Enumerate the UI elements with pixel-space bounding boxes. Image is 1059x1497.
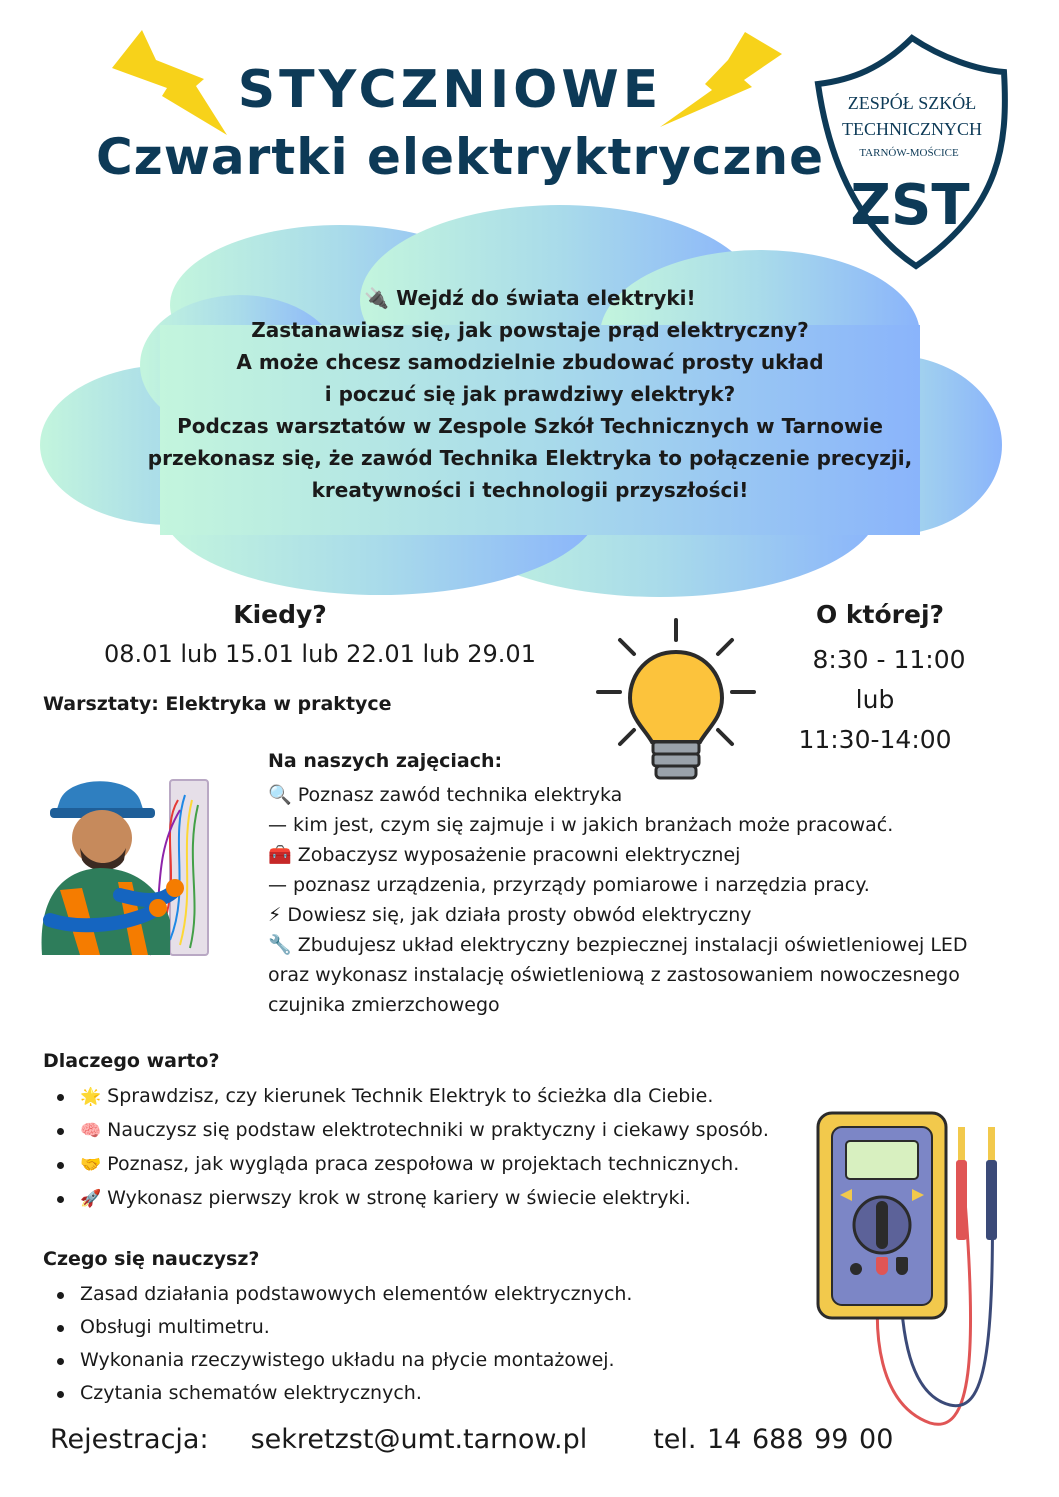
cloud-line: 🔌 Wejdź do świata elektryki! xyxy=(364,286,696,310)
classes-line: 🧰 Zobaczysz wyposażenie pracowni elektrycznej xyxy=(268,844,741,866)
when-heading: Kiedy? xyxy=(233,600,327,629)
list-item xyxy=(55,1148,835,1182)
time-slots xyxy=(780,640,980,760)
cloud-text xyxy=(120,282,940,506)
electrician-illustration xyxy=(20,770,210,960)
cloud-line: kreatywności i technologii przyszłości! xyxy=(311,478,749,502)
list-item: Wykonania rzeczywistego układu na płycie montażowej. xyxy=(55,1344,835,1377)
brain-icon: 🧠 xyxy=(80,1121,102,1141)
registration-phone[interactable]: tel. 14 688 99 00 xyxy=(653,1424,894,1455)
classes-heading: Na naszych zajęciach: xyxy=(268,750,503,772)
list-item: Obsługi multimetru. xyxy=(55,1311,835,1344)
page-title-line1: STYCZNIOWE xyxy=(237,60,663,120)
list-item xyxy=(55,1080,835,1114)
registration-email[interactable]: sekretzst@umt.tarnow.pl xyxy=(250,1424,588,1455)
list-item: Zasad działania podstawowych elementów elektrycznych. xyxy=(55,1278,835,1311)
list-item-text: Sprawdzisz, czy kierunek Technik Elektryk to ścieżka dla Ciebie. xyxy=(107,1085,714,1107)
registration-footer xyxy=(50,1424,893,1455)
list-item-text: Poznasz, jak wygląda praca zespołowa w projektach technicznych. xyxy=(107,1153,740,1175)
classes-line: oraz wykonasz instalację oświetleniową z zastosowaniem nowoczesnego xyxy=(268,964,960,986)
time-or: lub xyxy=(855,685,895,714)
learn-list xyxy=(55,1278,835,1410)
list-item xyxy=(55,1114,835,1148)
why-heading: Dlaczego warto? xyxy=(43,1050,220,1072)
classes-list xyxy=(268,780,1028,1020)
time-heading: O której? xyxy=(815,600,945,629)
learn-heading: Czego się nauczysz? xyxy=(43,1248,260,1270)
list-item: Czytania schematów elektrycznych. xyxy=(55,1377,835,1410)
rocket-icon: 🚀 xyxy=(80,1189,102,1209)
registration-label: Rejestracja: xyxy=(50,1424,209,1455)
time-slot-1: 8:30 - 11:00 xyxy=(812,645,966,674)
list-item xyxy=(55,1182,835,1216)
cloud-line: Zastanawiasz się, jak powstaje prąd elektryczny? xyxy=(251,318,809,342)
light-bulb-icon xyxy=(596,618,756,790)
logo-line2: TECHNICZNYCH xyxy=(842,119,982,139)
classes-line: 🔍 Poznasz zawód technika elektryka xyxy=(268,784,623,806)
time-slot-2: 11:30-14:00 xyxy=(798,725,952,754)
multimeter-illustration xyxy=(810,1105,1010,1440)
cloud-line: przekonasz się, że zawód Technika Elektryka to połączenie precyzji, xyxy=(147,446,913,470)
classes-line: — kim jest, czym się zajmuje i w jakich branżach może pracować. xyxy=(268,814,894,836)
cloud-line: A może chcesz samodzielnie zbudować prosty układ xyxy=(236,350,824,374)
why-list xyxy=(55,1080,835,1216)
classes-line: ⚡ Dowiesz się, jak działa prosty obwód elektryczny xyxy=(268,904,752,926)
classes-line: — poznasz urządzenia, przyrządy pomiarowe i narzędzia pracy. xyxy=(268,874,870,896)
cloud-line: i poczuć się jak prawdziwy elektryk? xyxy=(324,382,736,406)
logo-line3: TARNÓW-MOŚCICE xyxy=(859,147,959,159)
handshake-icon: 🤝 xyxy=(80,1155,102,1175)
list-item-text: Nauczysz się podstaw elektrotechniki w praktyczny i ciekawy sposób. xyxy=(107,1119,769,1141)
cloud-line: Podczas warsztatów w Zespole Szkół Technicznych w Tarnowie xyxy=(177,414,883,438)
when-dates: 08.01 lub 15.01 lub 22.01 lub 29.01 xyxy=(104,640,536,668)
star-icon: 🌟 xyxy=(80,1087,102,1107)
page-title-line2: Czwartki elektryktryczne xyxy=(95,128,825,186)
classes-line: czujnika zmierzchowego xyxy=(268,994,500,1016)
logo-line1: ZESPÓŁ SZKÓŁ xyxy=(847,93,977,113)
logo-mark: ZST xyxy=(850,173,970,238)
classes-line: 🔧 Zbudujesz układ elektryczny bezpiecznej instalacji oświetleniowej LED xyxy=(268,934,968,956)
list-item-text: Wykonasz pierwszy krok w stronę kariery w świecie elektryki. xyxy=(107,1187,691,1209)
workshop-title: Warsztaty: Elektryka w praktyce xyxy=(43,693,392,715)
